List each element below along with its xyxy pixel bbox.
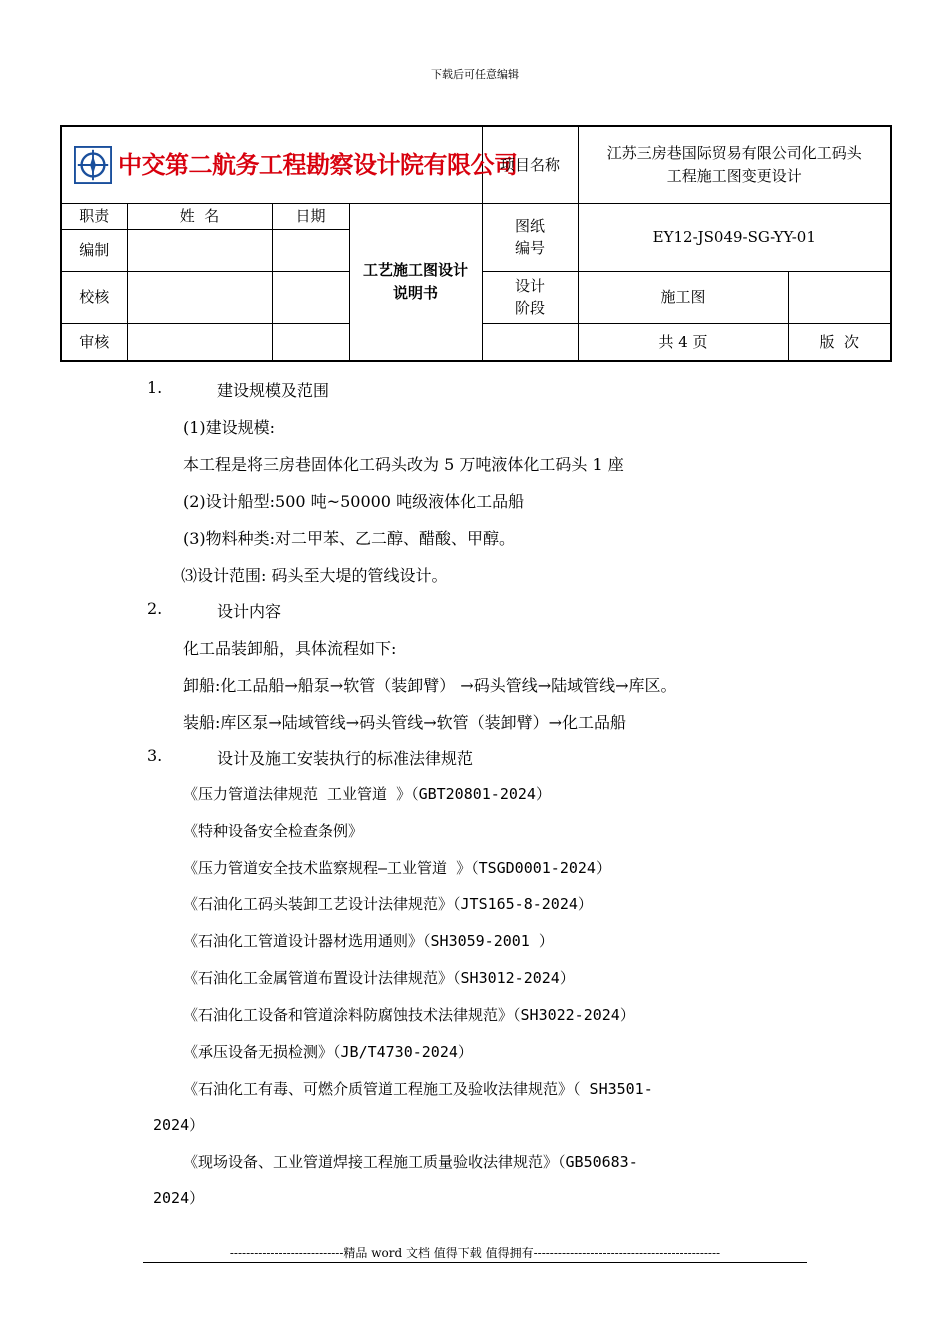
section-2-line-2: 卸船:化工品船→船泵→软管（装卸臂） →码头管线→陆域管线→库区。 <box>183 676 677 695</box>
section-3-number: 3. <box>147 746 163 765</box>
row-review-label: 审核 <box>61 323 127 361</box>
company-cell <box>61 126 518 203</box>
check-date-cell <box>272 271 349 323</box>
document-title-line2: 说明书 <box>392 283 438 302</box>
project-label: 项目名称 <box>482 126 578 203</box>
standard-10-line-1: 《现场设备、工业管道焊接工程施工质量验收法律规范》（GB50683- <box>183 1153 638 1171</box>
section-2-line-1: 化工品装卸船，具体流程如下: <box>183 639 397 658</box>
section-2-title: 设计内容 <box>217 602 282 621</box>
section-1-line-5: ⑶设计范围: 码头至大堤的管线设计。 <box>181 566 448 585</box>
check-name-cell <box>127 271 272 323</box>
drawing-number-label <box>482 203 578 271</box>
drawing-number-label-2: 编号 <box>514 239 545 257</box>
project-name-line1: 江苏三房巷国际贸易有限公司化工码头 <box>606 144 862 163</box>
company-name: 中交第二航务工程勘察设计院有限公司 <box>118 150 518 179</box>
col-role-header: 职责 <box>61 203 127 229</box>
edit-name-cell <box>127 229 272 271</box>
title-block-table <box>60 125 892 362</box>
standard-8: 《承压设备无损检测》（JB/T4730-2024） <box>183 1043 473 1061</box>
section-1-line-3: (2)设计船型:500 吨~50000 吨级液体化工品船 <box>183 492 525 511</box>
document-title-line1: 工艺施工图设计 <box>362 261 468 280</box>
footer-text: ----------------------------精品 word 文档 值得下载 值得拥有---------------------------------------------- <box>229 1246 721 1260</box>
pages-blank-cell <box>482 323 578 361</box>
design-stage-label-2: 阶段 <box>514 299 545 317</box>
standard-2: 《特种设备安全检查条例》 <box>183 822 364 840</box>
standard-10-line-2: 2024） <box>153 1189 205 1207</box>
col-name-header: 姓 名 <box>127 203 272 229</box>
version-label: 版 次 <box>788 323 891 361</box>
section-1-line-2: 本工程是将三房巷固体化工码头改为 5 万吨液体化工码头 1 座 <box>183 455 624 474</box>
row-check-label: 校核 <box>61 271 127 323</box>
standard-4: 《石油化工码头装卸工艺设计法律规范》（JTS165-8-2024） <box>183 895 593 913</box>
design-stage-label <box>482 271 578 323</box>
page-count: 共 4 页 <box>578 323 788 361</box>
standard-6: 《石油化工金属管道布置设计法律规范》（SH3012-2024） <box>183 969 575 987</box>
review-date-cell <box>272 323 349 361</box>
section-1-line-1: (1)建设规模: <box>183 418 276 437</box>
section-2-number: 2. <box>147 599 163 618</box>
section-3-title: 设计及施工安装执行的标准法律规范 <box>217 749 474 768</box>
project-name-line2: 工程施工图变更设计 <box>666 166 802 185</box>
standard-9-line-1: 《石油化工有毒、可燃介质管道工程施工及验收法律规范》（ SH3501- <box>183 1080 653 1098</box>
project-name <box>578 126 891 203</box>
col-date-header: 日期 <box>272 203 349 229</box>
edit-date-cell <box>272 229 349 271</box>
design-stage: 施工图 <box>578 271 788 323</box>
section-1-title: 建设规模及范围 <box>217 381 330 400</box>
standard-9-line-2: 2024） <box>153 1116 205 1134</box>
standard-5: 《石油化工管道设计器材选用通则》（SH3059-2001 ） <box>183 932 554 950</box>
review-name-cell <box>127 323 272 361</box>
drawing-number: EY12-JS049-SG-YY-01 <box>578 203 891 271</box>
standard-7: 《石油化工设备和管道涂料防腐蚀技术法律规范》（SH3022-2024） <box>183 1006 635 1024</box>
section-1-line-4: (3)物料种类:对二甲苯、乙二醇、醋酸、甲醇。 <box>183 529 516 548</box>
row-edit-label: 编制 <box>61 229 127 271</box>
top-note: 下载后可任意编辑 <box>431 68 519 81</box>
drawing-number-label-1: 图纸 <box>514 216 545 235</box>
document-title <box>349 203 482 361</box>
standard-1: 《压力管道法律规范 工业管道 》（GBT20801-2024） <box>183 785 551 803</box>
design-stage-label-1: 设计 <box>514 276 545 295</box>
company-logo-icon <box>74 146 112 184</box>
footer-rule <box>143 1262 807 1263</box>
standard-3: 《压力管道安全技术监察规程—工业管道 》（TSGD0001-2024） <box>183 859 611 877</box>
section-2-line-3: 装船:库区泵→陆域管线→码头管线→软管（装卸臂）→化工品船 <box>183 713 627 732</box>
section-1-number: 1. <box>147 378 163 397</box>
stage-blank-cell <box>788 271 891 323</box>
